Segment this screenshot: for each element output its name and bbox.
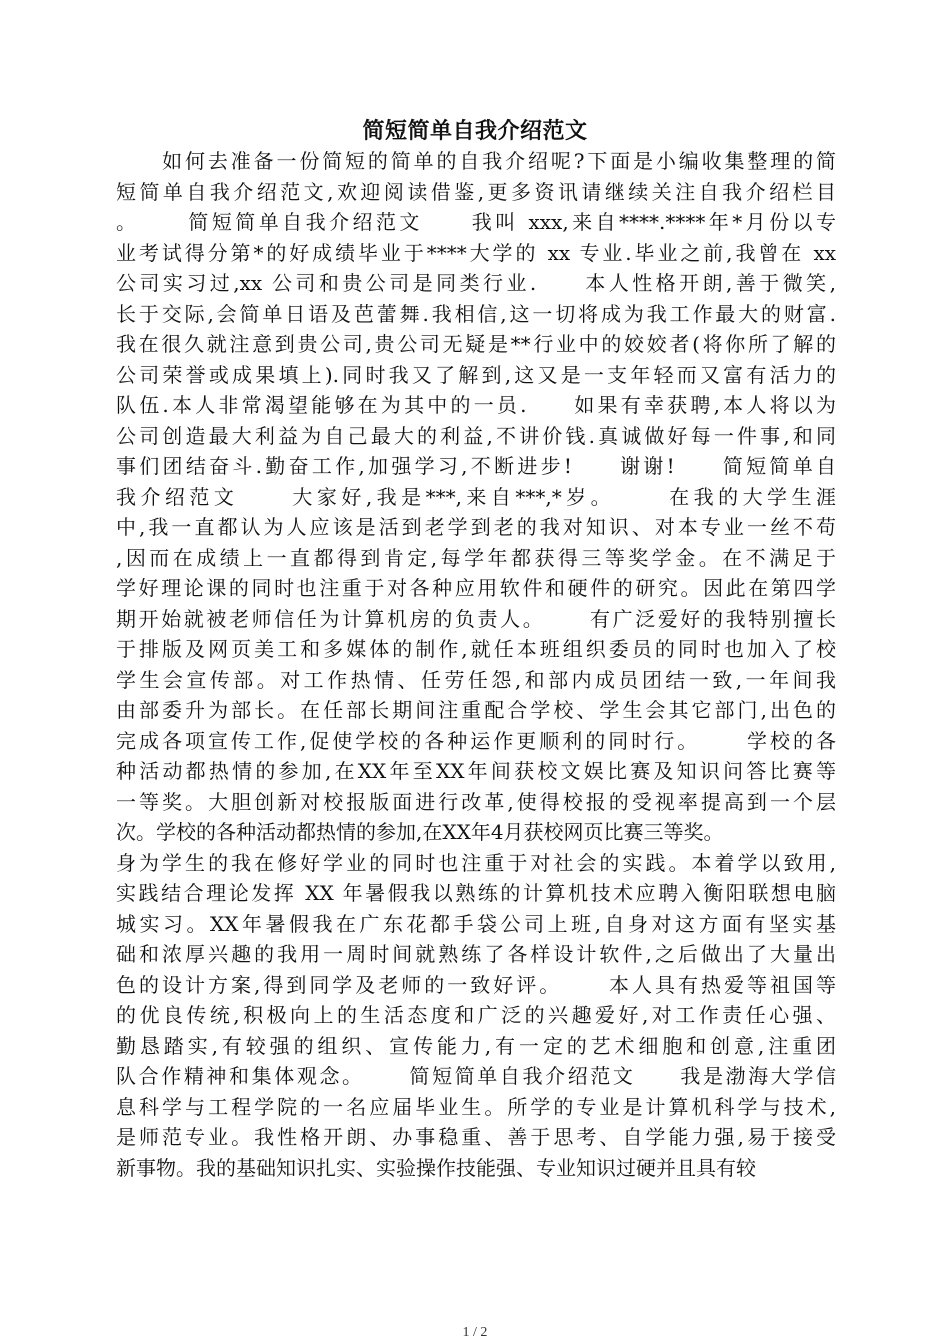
body-line: 完成各项宣传工作,促使学校的各种运作更顺利的同时行。 学校的各 — [116, 728, 836, 753]
body-line: 勤恳踏实,有较强的组织、宣传能力,有一定的艺术细胞和创意,注重团 — [116, 1033, 836, 1058]
body-line: 一等奖。大胆创新对校报版面进行改革,使得校报的受视率提高到一个层 — [116, 789, 836, 814]
document-title: 简短简单自我介绍范文 — [362, 118, 588, 144]
body-line: 我在很久就注意到贵公司,贵公司无疑是**行业中的姣姣者(将你所了解的 — [116, 332, 836, 356]
body-line: ,因而在成绩上一直都得到肯定,每学年都获得三等奖学金。在不满足于 — [116, 545, 836, 570]
body-line: 是师范专业。我性格开朗、办事稳重、善于思考、自学能力强,易于接受 — [116, 1125, 836, 1149]
body-line: 色的设计方案,得到同学及老师的一致好评。 本人具有热爱等祖国等 — [116, 972, 836, 997]
document-body — [116, 146, 836, 1183]
body-line: 公司创造最大利益为自己最大的利益,不讲价钱.真诚做好每一件事,和同 — [116, 423, 836, 448]
body-line: 队伍.本人非常渴望能够在为其中的一员. 如果有幸获聘,本人将以为 — [116, 393, 836, 417]
page-number: 1 / 2 — [462, 1325, 488, 1340]
body-line: 种活动都热情的参加,在XX年至XX年间获校文娱比赛及知识问答比赛等 — [116, 759, 836, 783]
body-line: 次。学校的各种活动都热情的参加,在XX年4月获校网页比赛三等奖。 — [116, 820, 724, 844]
body-line: 城实习。XX年暑假我在广东花都手袋公司上班,自身对这方面有坚实基 — [116, 911, 836, 936]
body-line: 新事物。我的基础知识扎实、实验操作技能强、专业知识过硬并且具有较 — [116, 1155, 756, 1180]
body-line: 期开始就被老师信任为计算机房的负责人。 有广泛爱好的我特别擅长 — [116, 606, 836, 631]
body-line: 公司实习过,xx 公司和贵公司是同类行业. 本人性格开朗,善于微笑, — [116, 271, 836, 295]
body-line: 实践结合理论发挥 XX 年暑假我以熟练的计算机技术应聘入衡阳联想电脑 — [116, 881, 836, 905]
body-line: 学生会宣传部。对工作热情、任劳任怨,和部内成员团结一致,一年间我 — [116, 667, 836, 692]
body-line: 如何去准备一份简短的简单的自我介绍呢?下面是小编收集整理的简 — [116, 149, 836, 173]
body-line: 业考试得分第*的好成绩毕业于****大学的 xx 专业.毕业之前,我曾在 xx — [116, 240, 836, 265]
body-line: 我介绍范文 大家好,我是***,来自***,*岁。 在我的大学生涯 — [116, 484, 836, 509]
body-line: 身为学生的我在修好学业的同时也注重于对社会的实践。本着学以致用, — [116, 850, 836, 875]
body-line: 的优良传统,积极向上的生活态度和广泛的兴趣爱好,对工作责任心强、 — [116, 1003, 836, 1027]
body-line: 中,我一直都认为人应该是活到老学到老的我对知识、对本专业一丝不苟 — [116, 515, 836, 539]
body-line: 学好理论课的同时也注重于对各种应用软件和硬件的研究。因此在第四学 — [116, 576, 836, 600]
body-line: 。 简短简单自我介绍范文 我叫 xxx,来自****.****年*月份以专 — [116, 210, 836, 234]
body-line: 事们团结奋斗.勤奋工作,加强学习,不断进步! 谢谢! 简短简单自 — [116, 454, 836, 478]
body-line: 础和浓厚兴趣的我用一周时间就熟练了各样设计软件,之后做出了大量出 — [116, 942, 836, 966]
body-line: 短简单自我介绍范文,欢迎阅读借鉴,更多资讯请继续关注自我介绍栏目 — [116, 179, 836, 204]
body-line: 长于交际,会简单日语及芭蕾舞.我相信,这一切将成为我工作最大的财富. — [116, 301, 836, 326]
body-line: 由部委升为部长。在任部长期间注重配合学校、学生会其它部门,出色的 — [116, 698, 836, 722]
body-line: 队合作精神和集体观念。 简短简单自我介绍范文 我是渤海大学信 — [116, 1064, 836, 1088]
body-line: 息科学与工程学院的一名应届毕业生。所学的专业是计算机科学与技术, — [116, 1094, 836, 1119]
body-line: 公司荣誉或成果填上).同时我又了解到,这又是一支年轻而又富有活力的 — [116, 362, 836, 387]
body-line: 于排版及网页美工和多媒体的制作,就任本班组织委员的同时也加入了校 — [116, 637, 836, 661]
